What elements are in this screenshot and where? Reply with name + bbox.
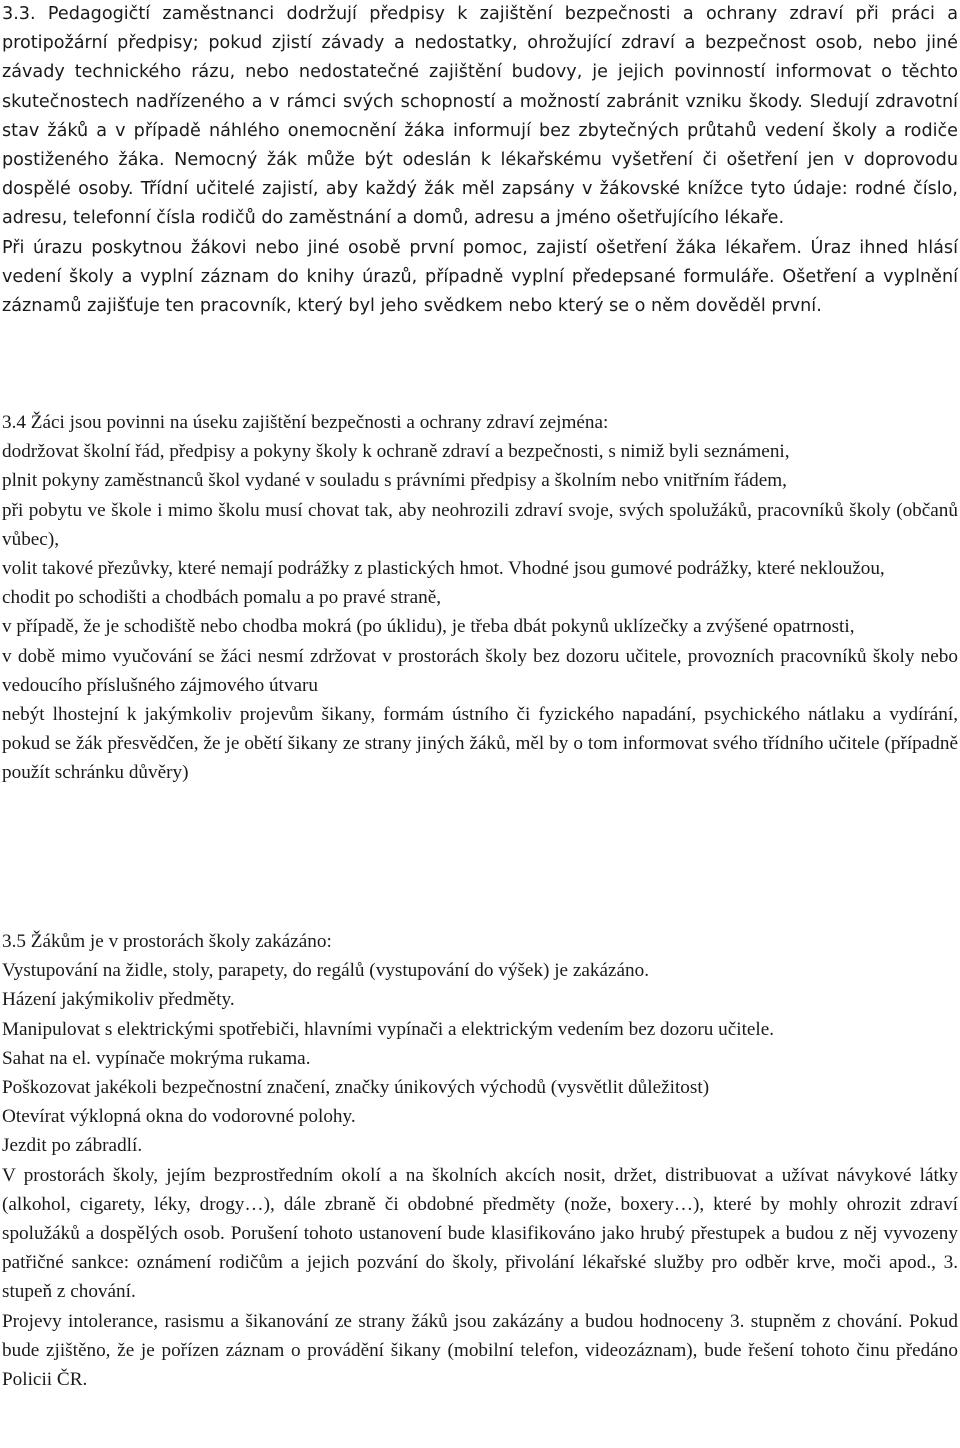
list-item: Sahat na el. vypínače mokrýma rukama. [2, 1047, 311, 1069]
list-item: dodržovat školní řád, předpisy a pokyny školy k ochraně zdraví a bezpečnosti, s nimiž byli seznámeni, [2, 441, 790, 463]
list-item: Vystupování na židle, stoly, parapety, do regálů (vystupování do výšek) je zakázáno. [2, 960, 650, 982]
list-item: Jezdit po zábradlí. [2, 1135, 143, 1157]
list-item: Poškozovat jakékoli bezpečnostní značení, značky únikových východů (vysvětlit důležitost) [2, 1077, 710, 1099]
list-item: V prostorách školy, jejím bezprostředním okolí a na školních akcích nosit, držet, distribuovat a užívat návykové látky (alkohol, cigarety, léky, drogy…), dále zbraně či obdobné předměty (nože, boxery…), které by mohly ohrozit zdraví spolužáků a dospělých osob. Porušení tohoto ustanovení bude klasifikováno jako hrubý přestupek a budou z něj vyvozeny patřičné sankce: oznámení rodičům a jejich pozvání do školy, přivolání lékařské služby pro odběr krve, moči apod., 3. stupeň z chování. [2, 1164, 958, 1303]
list-item: při pobytu ve škole i mimo školu musí chovat tak, aby neohrozili zdraví svoje, svých spolužáků, pracovníků školy (občanů vůbec), [2, 499, 958, 550]
section-3-5-heading: 3.5 Žákům je v prostorách školy zakázáno: [2, 931, 332, 952]
paragraph-3-3-duties: 3.3. Pedagogičtí zaměstnanci dodržují předpisy k zajištění bezpečnosti a ochrany zdraví při práci a protipožární předpisy; pokud zjistí závady a nedostatky, ohrožující zdraví a bezpečnost osob, nebo jiné závady technického rázu, nebo nedostatečné zajištění budovy, je jejich povinností informovat o těchto skutečnostech nadřízeného a v rámci svých schopností a možností zabránit vzniku škody. Sledují zdravotní stav žáků a v případě náhlého onemocnění žáka informují bez zbytečných průtahů vedení školy a rodiče postiženého žáka. Nemocný žák může být odeslán k lékařskému vyšetření či ošetření jen v doprovodu dospělé osoby. Třídní učitelé zajistí, aby každý žák měl zapsány v žákovské knížce tyto údaje: rodné číslo, adresu, telefonní čísla rodičů do zaměstnání a domů, adresu a jméno ošetřujícího lékaře. [2, 4, 958, 229]
list-item: Otevírat výklopná okna do vodorovné polohy. [2, 1106, 356, 1128]
section-3-4 [2, 408, 958, 788]
list-item: plnit pokyny zaměstnanců škol vydané v souladu s právními předpisy a školním nebo vnitřním řádem, [2, 470, 787, 492]
section-3-4-heading: 3.4 Žáci jsou povinni na úseku zajištění bezpečnosti a ochrany zdraví zejména: [2, 412, 609, 433]
section-3-5 [2, 927, 958, 1394]
list-item: nebýt lhostejní k jakýmkoliv projevům šikany, formám ústního či fyzického napadání, psychického nátlaku a vydírání, pokud se žák přesvědčen, že je obětí šikany ze strany jiných žáků, měl by o tom informovat svého třídního učitele (případně použít schránku důvěry) [2, 704, 958, 784]
section-3-3 [2, 0, 958, 321]
list-item: Manipulovat s elektrickými spotřebiči, hlavními vypínači a elektrickým vedením bez dozoru učitele. [2, 1018, 775, 1040]
list-item: Projevy intolerance, rasismu a šikanování ze strany žáků jsou zakázány a budou hodnoceny 3. stupněm z chování. Pokud bude zjištěno, že je pořízen záznam o provádění šikany (mobilní telefon, videozáznam), bude řešení tohoto činu předáno Policii ČR. [2, 1310, 958, 1391]
list-item: v případě, že je schodiště nebo chodba mokrá (po úklidu), je třeba dbát pokynů uklízečky a zvýšené opatrnosti, [2, 616, 855, 638]
list-item: volit takové přezůvky, které nemají podrážky z plastických hmot. Vhodné jsou gumové podrážky, které nekloužou, [2, 558, 885, 580]
list-item: chodit po schodišti a chodbách pomalu a po pravé straně, [2, 587, 442, 609]
list-item: Házení jakýmikoliv předměty. [2, 989, 235, 1011]
paragraph-3-3-injury: Při úrazu poskytnou žákovi nebo jiné osobě první pomoc, zajistí ošetření žáka lékařem. Úraz ihned hlásí vedení školy a vyplní záznam do knihy úrazů, případně vyplní předepsané formuláře. Ošetření a vyplnění záznamů zajišťuje ten pracovník, který byl jeho svědkem nebo který se o něm dověděl první. [2, 237, 958, 317]
list-item: v době mimo vyučování se žáci nesmí zdržovat v prostorách školy bez dozoru učitele, provozních pracovníků školy nebo vedoucího příslušného zájmového útvaru [2, 645, 958, 696]
